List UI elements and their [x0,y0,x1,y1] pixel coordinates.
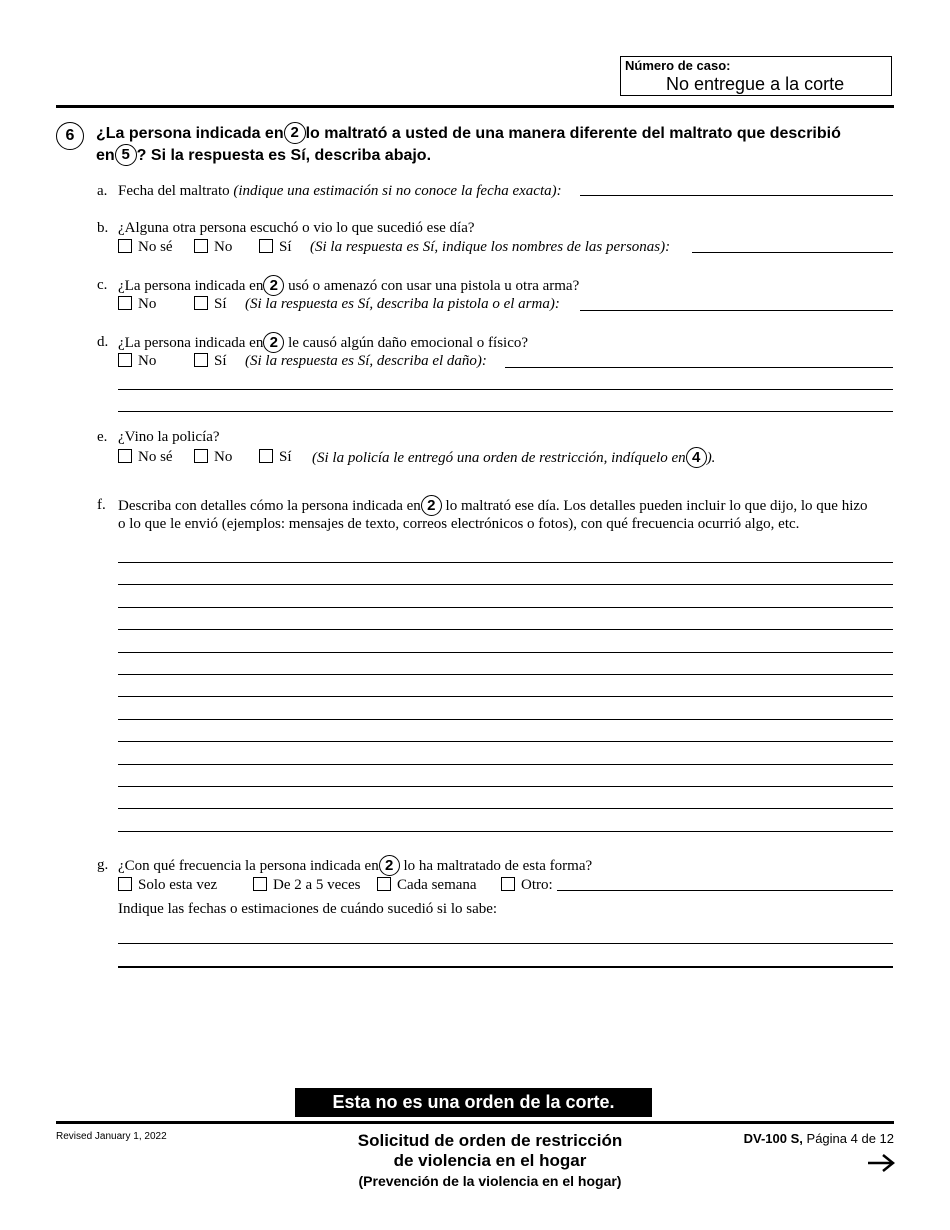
checkbox-icon[interactable] [118,877,132,891]
case-number-label: Número de caso: [625,58,731,73]
checkbox-g-weekly[interactable]: Cada semana [377,876,477,894]
other-frequency-field[interactable] [557,890,893,891]
checkbox-icon[interactable] [118,296,132,310]
top-rule [56,105,894,108]
item-g-letter: g. [97,857,109,873]
description-line[interactable] [118,562,893,563]
description-line[interactable] [118,741,893,742]
checkbox-icon[interactable] [194,449,208,463]
form-id-page [700,1131,894,1146]
item-a-letter: a. [97,183,108,199]
item-c-letter: c. [97,277,108,293]
right-arrow-icon [866,1148,896,1178]
item-f-text-2: o lo que le envió (ejemplos: mensajes de texto, correos electrónicos o fotos), con qué frecuencia ocurrió algo, etc. [118,516,800,532]
item-c-hint: (Si la respuesta es Sí, describa la pistola o el arma): [245,296,560,312]
description-line[interactable] [118,764,893,765]
checkbox-icon[interactable] [259,239,273,253]
description-line[interactable] [118,719,893,720]
item-f-letter: f. [97,497,106,513]
item-d-question: ¿La persona indicada en 2 le causó algún daño emocional o físico? [118,334,529,351]
harm-description-line[interactable] [118,411,893,412]
ref-item-2: 2 [284,122,306,144]
item-g-dates-prompt: Indique las fechas o estimaciones de cuándo sucedió si lo sabe: [118,901,498,917]
item-a-label: Fecha del maltrato (indique una estimación si no conoce la fecha exacta): [118,183,562,199]
ref-item-2: 2 [263,332,284,353]
description-line[interactable] [118,652,893,653]
checkbox-icon[interactable] [501,877,515,891]
item-d-letter: d. [97,334,109,350]
form-title: Solicitud de orden de restricción de violencia en el hogar (Prevención de la violencia en el hogar) [357,1131,623,1189]
checkbox-icon[interactable] [194,353,208,367]
checkbox-icon[interactable] [253,877,267,891]
ref-item-5: 5 [115,144,137,166]
checkbox-d-si[interactable]: Sí [194,352,227,370]
item-f-text: Describa con detalles cómo la persona indicada en 2 lo maltrató ese día. Los detalles pueden incluir lo que dijo, lo que hizo [118,497,868,514]
item-g-question: ¿Con qué frecuencia la persona indicada en 2 lo ha maltratado de esta forma? [118,857,593,874]
checkbox-b-no[interactable]: No [194,238,232,256]
description-line[interactable] [118,629,893,630]
description-line[interactable] [118,674,893,675]
witness-names-field[interactable] [692,252,893,253]
ref-item-2: 2 [263,275,284,296]
weapon-description-field[interactable] [580,310,893,311]
checkbox-icon[interactable] [194,239,208,253]
item-d-hint: (Si la respuesta es Sí, describa el daño): [245,353,487,369]
description-line[interactable] [118,696,893,697]
ref-item-2: 2 [421,495,442,516]
dates-line[interactable] [118,966,893,968]
description-line[interactable] [118,607,893,608]
case-number-box [620,56,892,96]
checkbox-b-nose[interactable]: No sé [118,238,173,256]
checkbox-b-si[interactable]: Sí [259,238,292,256]
description-line[interactable] [118,584,893,585]
description-line[interactable] [118,786,893,787]
checkbox-icon[interactable] [118,449,132,463]
item-e-hint: (Si la policía le entregó una orden de restricción, indíquelo en 4 ). [312,449,716,466]
description-line[interactable] [118,831,893,832]
not-court-order-banner: Esta no es una orden de la corte. [295,1088,652,1117]
harm-description-line[interactable] [118,389,893,390]
checkbox-icon[interactable] [259,449,273,463]
checkbox-icon[interactable] [118,353,132,367]
page-number: Página 4 de 12 [806,1131,894,1146]
checkbox-icon[interactable] [118,239,132,253]
checkbox-d-no[interactable]: No [118,352,156,370]
case-number-value: No entregue a la corte [666,74,845,94]
checkbox-g-other[interactable]: Otro: [501,876,553,894]
harm-description-field[interactable] [505,367,893,368]
checkbox-e-si[interactable]: Sí [259,448,292,466]
footer-rule [56,1121,894,1124]
item-b-question: ¿Alguna otra persona escuchó o vio lo que sucedió ese día? [118,220,475,236]
checkbox-icon[interactable] [377,877,391,891]
section-6-title: ¿La persona indicada en 2 lo maltrató a usted de una manera diferente del maltrato que describió en 5 ? Si la respuesta es Sí, describa abajo. [96,124,841,165]
checkbox-e-nose[interactable]: No sé [118,448,173,466]
checkbox-g-2to5[interactable]: De 2 a 5 veces [253,876,360,894]
checkbox-c-si[interactable]: Sí [194,295,227,313]
checkbox-e-no[interactable]: No [194,448,232,466]
ref-item-2: 2 [379,855,400,876]
item-e-letter: e. [97,429,108,445]
ref-item-4: 4 [686,447,707,468]
form-id: DV-100 S, [743,1131,803,1146]
item-b-letter: b. [97,220,109,236]
abuse-date-field[interactable] [580,195,893,196]
checkbox-icon[interactable] [194,296,208,310]
item-number-6: 6 [56,122,84,150]
revised-date: Revised January 1, 2022 [56,1131,167,1142]
description-line[interactable] [118,808,893,809]
checkbox-c-no[interactable]: No [118,295,156,313]
dates-line[interactable] [118,943,893,944]
checkbox-g-once[interactable]: Solo esta vez [118,876,217,894]
item-c-question: ¿La persona indicada en 2 usó o amenazó con usar una pistola u otra arma? [118,277,580,294]
item-e-question: ¿Vino la policía? [118,429,220,445]
item-b-hint: (Si la respuesta es Sí, indique los nombres de las personas): [310,239,671,255]
